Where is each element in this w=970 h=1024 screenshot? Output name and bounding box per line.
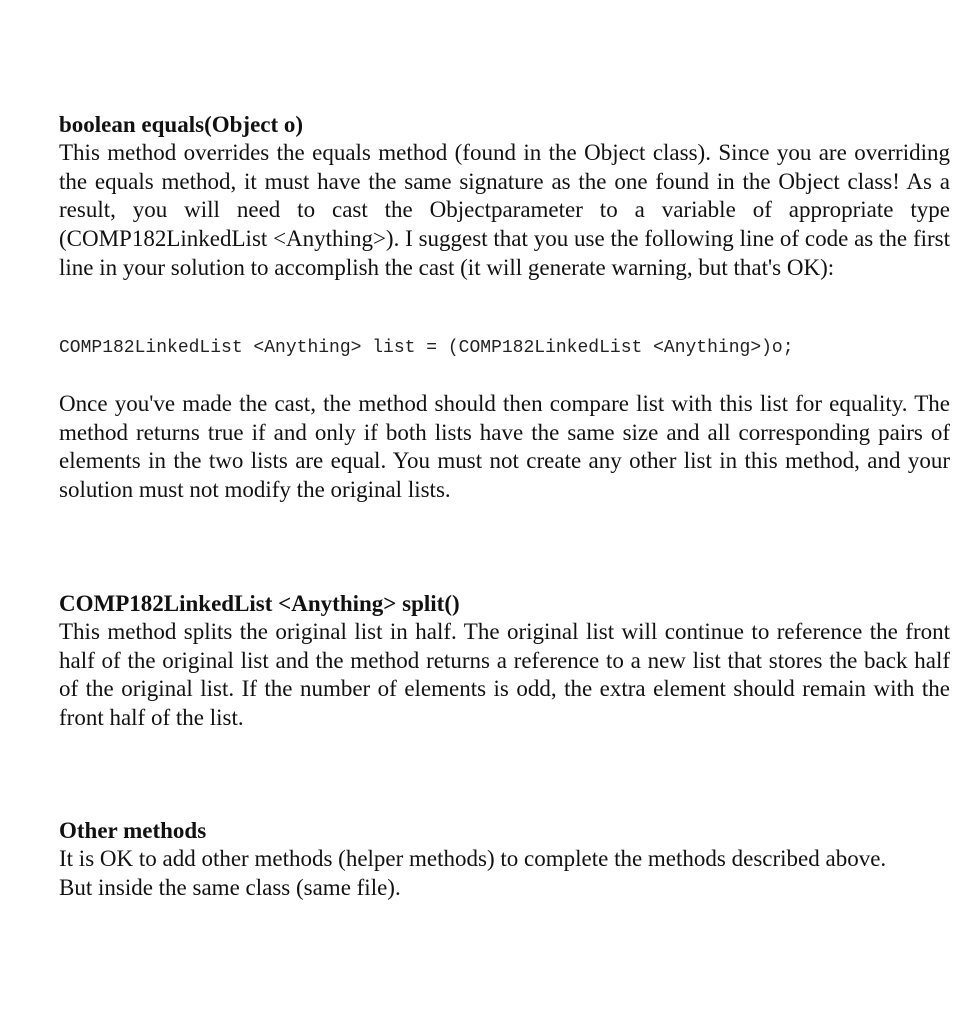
equals-section [59,110,950,283]
equals-details: Once you've made the cast, the method should then compare list with this list for equality. The method returns true if and only if both lists have the same size and all corresponding pairs of elements in the two lists are equal. You must not create any other list in this method, and your solution must not modify the original lists. [59,391,950,503]
other-methods-line-1: It is OK to add other methods (helper methods) to complete the methods described above. [59,846,887,871]
equals-description: This method overrides the equals method (found in the Object class). Since you are overriding the equals method, it must have the same signature as the one found in the Object class! As a result, you will need to cast the Objectparameter to a variable of appropriate type (COMP182LinkedList <Anything>). I suggest that you use the following line of code as the first line in your solution to accomplish the cast (it will generate warning, but that's OK): [59,140,950,280]
other-methods-section [59,816,950,902]
other-methods-line-2: But inside the same class (same file). [59,874,401,900]
split-heading: COMP182LinkedList <Anything> split() [59,591,460,616]
cast-code-line: COMP182LinkedList <Anything> list = (COMP182LinkedList <Anything>)o; [59,338,794,358]
other-methods-heading: Other methods [59,818,207,843]
split-section [59,589,950,733]
equals-heading: boolean equals(Object o) [59,112,304,137]
split-description: This method splits the original list in half. The original list will continue to reference the front half of the original list and the method returns a reference to a new list that stores the back half of the original list. If the number of elements is odd, the extra element should remain with the front half of the list. [59,619,950,731]
equals-details-section [59,390,950,505]
cast-code-section [59,336,950,360]
